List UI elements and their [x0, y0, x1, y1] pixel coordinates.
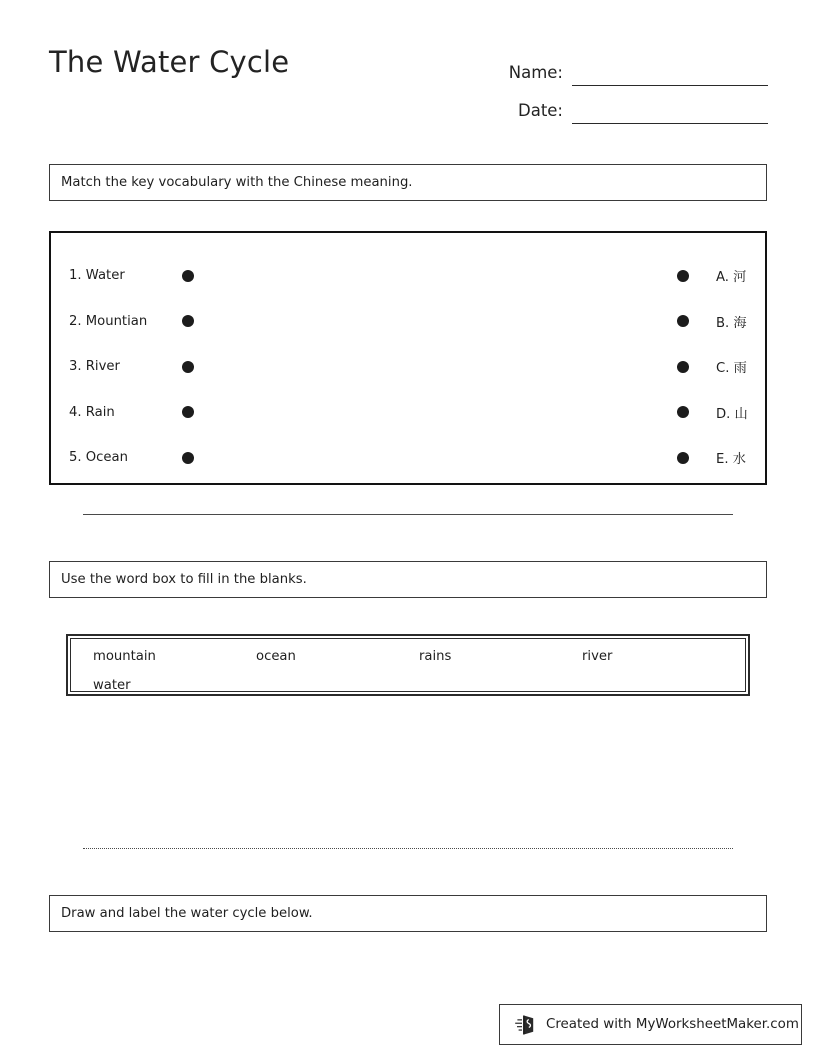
matching-row: [51, 435, 765, 481]
match-left-term: 2. Mountian: [69, 313, 148, 329]
match-dot-left[interactable]: [182, 406, 194, 418]
match-right-term: D. 山: [716, 406, 748, 422]
worksheet-header: [49, 44, 768, 124]
date-label: Date:: [518, 101, 563, 120]
match-dot-right[interactable]: [677, 361, 689, 373]
matching-exercise-box: [49, 231, 767, 485]
matching-row: [51, 253, 765, 299]
instruction-text: Match the key vocabulary with the Chinese meaning.: [61, 175, 413, 190]
word-item[interactable]: rains: [419, 649, 452, 664]
instruction-bar-matching: [49, 164, 767, 201]
name-input[interactable]: [572, 63, 768, 86]
word-box-inner: [70, 638, 746, 692]
match-right-term: E. 水: [716, 452, 746, 468]
word-item[interactable]: river: [582, 649, 613, 664]
match-right-term: B. 海: [716, 315, 747, 331]
match-dot-right[interactable]: [677, 406, 689, 418]
matching-row: [51, 344, 765, 390]
word-item[interactable]: mountain: [93, 649, 156, 664]
match-dot-right[interactable]: [677, 270, 689, 282]
word-item[interactable]: ocean: [256, 649, 296, 664]
instruction-text: Use the word box to fill in the blanks.: [61, 572, 307, 587]
name-label: Name:: [508, 63, 563, 82]
section-divider-dotted: [83, 848, 733, 849]
instruction-text: Draw and label the water cycle below.: [61, 906, 313, 921]
match-left-term: 1. Water: [69, 268, 125, 284]
footer-attribution-text: Created with MyWorksheetMaker.com: [546, 1017, 799, 1032]
matching-row: [51, 299, 765, 345]
instruction-bar-word-box: [49, 561, 767, 598]
myworksheetmaker-logo-icon: [514, 1014, 538, 1036]
match-left-term: 3. River: [69, 359, 120, 375]
page-title: The Water Cycle: [49, 45, 290, 79]
match-dot-left[interactable]: [182, 315, 194, 327]
matching-rows: [51, 233, 765, 483]
word-item[interactable]: water: [93, 678, 131, 693]
date-field-row: [448, 86, 768, 124]
match-dot-left[interactable]: [182, 270, 194, 282]
match-right-term: C. 雨: [716, 361, 747, 377]
section-divider-solid: [83, 514, 733, 515]
word-box: [66, 634, 750, 696]
match-dot-left[interactable]: [182, 452, 194, 464]
footer-attribution-badge[interactable]: [499, 1004, 802, 1045]
match-left-term: 5. Ocean: [69, 450, 128, 466]
word-list: [93, 646, 745, 696]
match-dot-right[interactable]: [677, 315, 689, 327]
matching-row: [51, 390, 765, 436]
date-input[interactable]: [572, 101, 768, 124]
instruction-bar-drawing: [49, 895, 767, 932]
name-date-fields: [448, 48, 768, 124]
match-dot-right[interactable]: [677, 452, 689, 464]
match-left-term: 4. Rain: [69, 404, 115, 420]
match-dot-left[interactable]: [182, 361, 194, 373]
name-field-row: [448, 48, 768, 86]
match-right-term: A. 河: [716, 270, 747, 286]
